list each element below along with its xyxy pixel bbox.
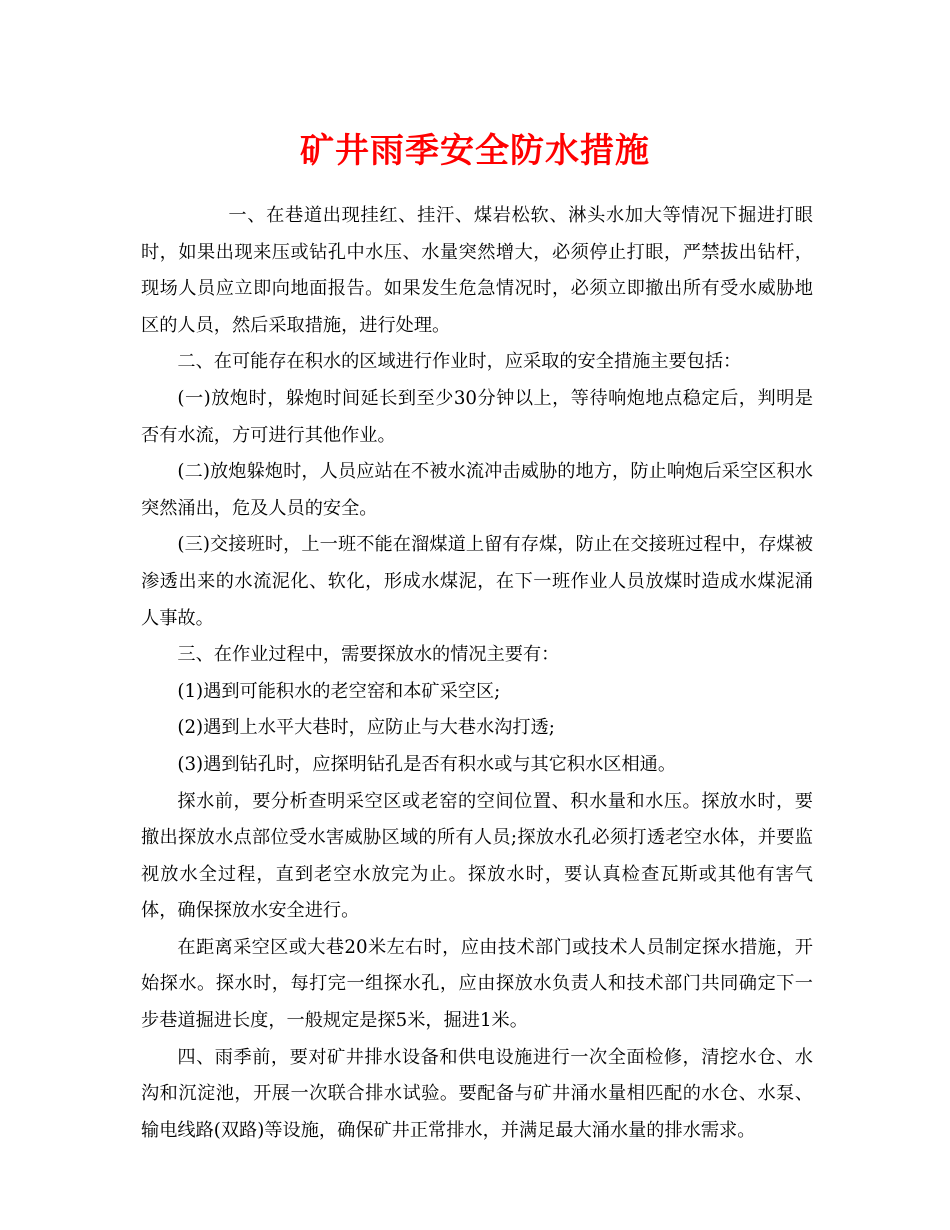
paragraph-11: 在距离采空区或大巷20米左右时，应由技术部门或技术人员制定探水措施，开始探水。探水时，每打完一组探水孔，应由探放水负责人和技术部门共同确定下一步巷道掘进长度，一般规定是探5米，掘进1米。 — [141, 936, 813, 1032]
paragraph-5: (三)交接班时，上一班不能在溜煤道上留有存煤，防止在交接班过程中，存煤被渗透出来的水流泥化、软化，形成水煤泥，在下一班作业人员放煤时造成水煤泥涌人事故。 — [141, 534, 813, 629]
paragraph-12: 四、雨季前，要对矿井排水设备和供电设施进行一次全面检修，清挖水仓、水沟和沉淀池，开展一次联合排水试验。要配备与矿井涌水量相匹配的水仓、水泵、输电线路(双路)等设施，确保矿井正常排水，并满足最大涌水量的排水需求。 — [141, 1046, 813, 1141]
paragraph-2: 二、在可能存在积水的区域进行作业时，应采取的安全措施主要包括： — [177, 351, 742, 373]
paragraph-4: (二)放炮躲炮时，人员应站在不被水流冲击威胁的地方，防止响炮后采空区积水突然涌出，危及人员的安全。 — [141, 461, 813, 519]
paragraph-8: (2)遇到上水平大巷时，应防止与大巷水沟打透; — [177, 717, 555, 739]
paragraph-3: (一)放炮时，躲炮时间延长到至少30分钟以上，等待响炮地点稳定后，判明是否有水流，方可进行其他作业。 — [141, 387, 813, 446]
paragraph-10: 探水前，要分析查明采空区或老窑的空间位置、积水量和水压。探放水时，要撤出探放水点部位受水害威胁区域的所有人员;探放水孔必须打透老空水体，并要监视放水全过程，直到老空水放完为止。探放水时，要认真检查瓦斯或其他有害气体，确保探放水安全进行。 — [141, 790, 813, 922]
paragraph-1: 一、在巷道出现挂红、挂汗、煤岩松软、淋头水加大等情况下掘进打眼时，如果出现来压或钻孔中水压、水量突然增大，必须停止打眼，严禁拔出钻杆，现场人员应立即向地面报告。如果发生危急情况时，必须立即撤出所有受水威胁地区的人员，然后采取措施，进行处理。 — [141, 205, 813, 336]
paragraph-6: 三、在作业过程中，需要探放水的情况主要有： — [177, 644, 560, 666]
paragraph-7: (1)遇到可能积水的老空窑和本矿采空区; — [177, 680, 501, 702]
document-title: 矿井雨季安全防水措施 — [300, 131, 650, 171]
document-body — [141, 198, 813, 1149]
paragraph-9: (3)遇到钻孔时，应探明钻孔是否有积水或与其它积水区相通。 — [177, 753, 677, 775]
